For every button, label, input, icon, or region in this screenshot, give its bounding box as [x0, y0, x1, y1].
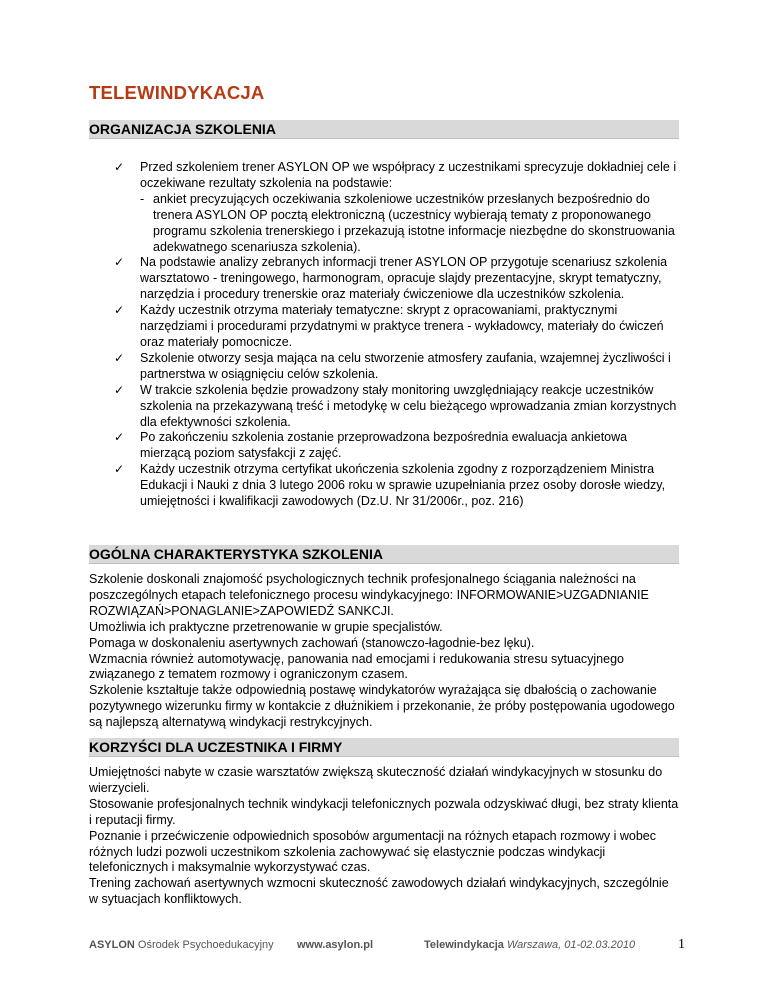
sub-list-item — [140, 192, 679, 256]
section-heading-korzysci: KORZYŚCI DLA UCZESTNIKA I FIRMY — [89, 739, 343, 755]
list-item — [89, 383, 679, 431]
section-heading-organizacja: ORGANIZACJA SZKOLENIA — [89, 121, 276, 137]
paragraph: Trening zachowań asertywnych wzmocni skuteczność zawodowych działań windykacyjnych, szczególnie w sytuacjach konfliktowych. — [89, 876, 669, 907]
check-icon: ✓ — [114, 350, 125, 365]
dash-bullet: - — [140, 191, 145, 206]
paragraph: Stosowanie profesjonalnych technik windykacji telefonicznych pozwala odzyskiwać długi, bez straty klienta i reputacji firmy. — [89, 796, 679, 827]
sub-list-item-text: ankiet precyzujących oczekiwania szkoleniowe uczestników przesłanych bezpośrednio do trenera ASYLON OP pocztą elektroniczną (uczestnicy wybierają tematy z proponowanego programu szkolenia trenerskiego i przekazują istotne informacje niezbędne do skonstruowania adekwatnego scenariusza szkolenia). — [153, 191, 675, 254]
footer-doc-info — [424, 937, 635, 953]
paragraph: Umożliwia ich praktyczne przetrenowanie w grupie specjalistów. — [89, 619, 443, 634]
footer-place-date: Warszawa, 01-02.03.2010 — [503, 939, 636, 951]
list-item-text: Na podstawie analizy zebranych informacji trener ASYLON OP przygotuje scenariusz szkolenia warsztatowo - treningowego, harmonogram, opracuje slajdy prezentacyjne, skrypt tematyczny, narzędzia i procedury trenerskie oraz materiały ćwiczeniowe dla uczestników szkolenia. — [140, 255, 668, 302]
checklist — [89, 160, 679, 510]
list-item-text: Każdy uczestnik otrzyma materiały tematyczne: skrypt z opracowaniami, praktycznymi narzędziami i procedurami przydatnymi w praktyce trenera - wykładowcy, materiały do ćwiczeń oraz materiały pomocnicze. — [140, 303, 664, 349]
check-icon: ✓ — [114, 303, 125, 318]
section-rule — [89, 756, 679, 757]
list-item-text: Po zakończeniu szkolenia zostanie przeprowadzona bezpośrednia ewaluacja ankietowa mierzącą poziom satysfakcji z zajęć. — [140, 430, 628, 461]
check-icon: ✓ — [114, 160, 125, 174]
footer-brand-name: ASYLON — [89, 939, 135, 951]
section-rule — [89, 563, 679, 564]
list-item-text: Przed szkoleniem trener ASYLON OP we współpracy z uczestnikami sprecyzuje dokładniej cele i oczekiwane rezultaty szkolenia na podstawie: — [140, 160, 677, 190]
list-item — [89, 462, 679, 510]
footer-url: www.asylon.pl — [297, 939, 373, 951]
list-item — [89, 303, 679, 351]
list-item — [89, 160, 679, 255]
sublist — [140, 192, 679, 256]
section-rule — [89, 138, 679, 139]
list-item-text: Szkolenie otworzy sesja mająca na celu stworzenie atmosfery zaufania, wzajemnej życzliwości i partnerstwa w osiągnięciu celów szkolenia. — [140, 350, 671, 381]
list-item — [89, 430, 679, 462]
paragraph: Pomaga w doskonaleniu asertywnych zachowań (stanowczo-łagodnie-bez lęku). — [89, 635, 535, 650]
document-title: TELEWINDYKACJA — [89, 82, 265, 103]
check-icon: ✓ — [114, 430, 125, 445]
footer-doc-title: Telewindykacja — [424, 939, 504, 951]
page-footer — [89, 937, 685, 953]
list-item — [89, 351, 679, 383]
check-icon: ✓ — [114, 255, 125, 270]
section-body-korzysci — [89, 765, 679, 908]
list-item-text: W trakcie szkolenia będzie prowadzony stały monitoring uwzględniający reakcje uczestników szkolenia na przekazywaną treść i metodykę w celu bieżącego wprowadzania zmian korzystnych dla efektywności szkolenia. — [140, 382, 677, 429]
paragraph: Szkolenie kształtuje także odpowiednią postawę windykatorów wyrażająca się dbałością o zachowanie pozytywnego wizerunku firmy w kontakcie z dłużnikiem i przekonanie, że próby postępowania ugodowego są najlepszą alternatywą windykacji restrykcyjnych. — [89, 683, 675, 730]
section-body-charakterystyka — [89, 572, 679, 731]
paragraph: Poznanie i przećwiczenie odpowiednich sposobów argumentacji na różnych etapach rozmowy i wobec różnych ludzi pozwoli uczestnikom szkolenia zachowywać się elastycznie podczas windykacji telefonicznych i maksymalnie wykorzystywać czas. — [89, 828, 656, 875]
paragraph: Szkolenie doskonali znajomość psychologicznych technik profesjonalnego ściągania należności na poszczególnych etapach telefonicznego procesu windykacyjnego: INFORMOWANIE>UZGADNIANIE ROZWIĄZAŃ>PONAGLANIE>ZAPOWIEDŹ SANKCJI. — [89, 572, 649, 618]
list-item-text: Każdy uczestnik otrzyma certyfikat ukończenia szkolenia zgodny z rozporządzeniem Ministra Edukacji i Nauki z dnia 3 lutego 2006 roku w sprawie uzupełniania przez osoby dorosłe wiedzy, umiejętności i kwalifikacji zawodowych (Dz.U. Nr 31/2006r., poz. 216) — [140, 462, 666, 509]
check-icon: ✓ — [114, 462, 125, 477]
list-item — [89, 255, 679, 303]
footer-brand-subtitle: Ośrodek Psychoedukacyjny — [134, 939, 274, 951]
footer-brand — [89, 937, 274, 953]
paragraph: Umiejętności nabyte w czasie warsztatów zwiększą skuteczność działań windykacyjnych w stosunku do wierzycieli. — [89, 765, 663, 795]
check-icon: ✓ — [114, 382, 125, 397]
section-heading-charakterystyka: OGÓLNA CHARAKTERYSTYKA SZKOLENIA — [89, 546, 383, 562]
paragraph: Wzmacnia również automotywację, panowania nad emocjami i redukowania stresu sytuacyjnego związanego z tematem rozmowy i ograniczonym czasem. — [89, 651, 624, 682]
page-number: 1 — [678, 937, 685, 952]
